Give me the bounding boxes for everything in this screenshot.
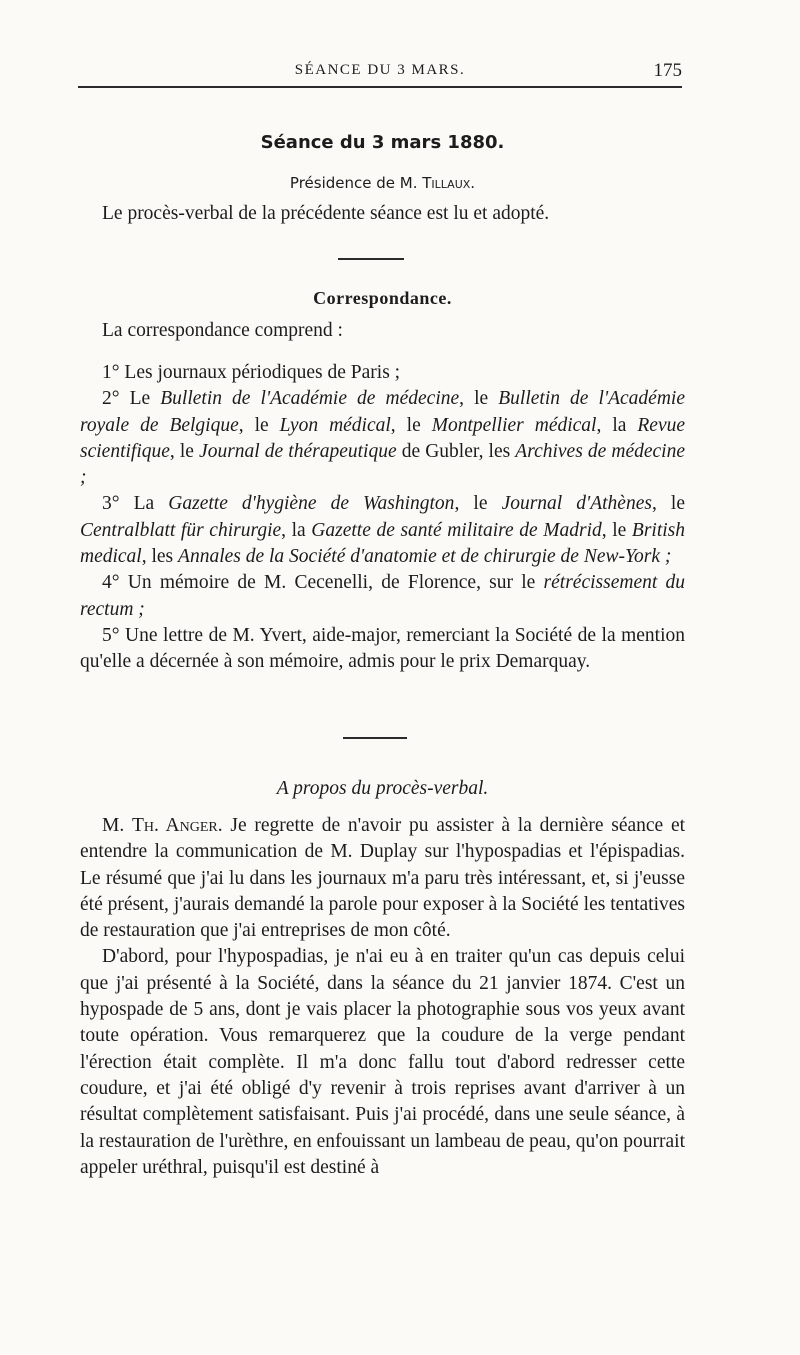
item-text: 1° Les journaux périodiques de Paris ; — [102, 362, 401, 383]
section-divider — [343, 737, 407, 739]
item-text: 4° Un mémoire de M. Cecenelli, de Florence, sur le — [102, 572, 544, 594]
journal-title: Bulletin de l'Académie de médecine — [160, 388, 460, 410]
presidence-suffix: . — [470, 174, 476, 192]
section-divider — [338, 258, 404, 260]
item-text: , le — [238, 414, 280, 436]
item-text: , la — [281, 519, 312, 541]
journal-title: Journal d'Athènes — [501, 493, 652, 515]
journal-title: rétrécissement du rectum ; — [80, 572, 685, 620]
item-text: , la — [596, 414, 638, 436]
item-text: , les — [141, 546, 179, 568]
journal-title: British medical — [80, 519, 686, 568]
item-text: , le — [601, 519, 632, 541]
journal-title: Lyon médical — [279, 414, 391, 436]
correspondance-item-1 — [80, 360, 685, 386]
presidence-prefix: Présidence de M. — [289, 174, 423, 192]
correspondance-list — [80, 360, 685, 676]
item-text: 3° La — [102, 493, 169, 515]
item-text: , le — [390, 414, 432, 436]
proces-verbal-heading: A propos du procès-verbal. — [276, 778, 489, 799]
proces-verbal-text — [80, 813, 685, 1181]
journal-title: Journal de thérapeutique — [199, 440, 397, 462]
item-text: , le — [169, 440, 200, 462]
item-text: , le — [454, 493, 502, 515]
journal-title: Montpellier médical — [431, 414, 597, 436]
running-title: SÉANCE DU 3 MARS. — [294, 62, 466, 78]
speaker-name: Th. Anger — [131, 815, 218, 836]
journal-title: Bulletin de l'Académie royale de Belgique — [80, 388, 685, 436]
minutes-adopted: Le procès-verbal de la précédente séance est lu et adopté. — [102, 203, 550, 224]
item-text: de Gubler, les — [396, 440, 516, 462]
correspondance-item-5 — [80, 623, 685, 676]
running-head — [78, 60, 682, 88]
anger-paragraph-1 — [80, 813, 685, 944]
speaker-prefix: M. — [102, 815, 132, 836]
journal-title: Revue scientifique — [80, 414, 686, 462]
journal-title: Centralblatt für chirurgie — [80, 519, 282, 541]
president-name: Tillaux — [422, 174, 471, 192]
correspondance-item-4 — [80, 570, 685, 623]
anger-paragraph-2: D'abord, pour l'hypospadias, je n'ai eu à en traiter qu'un cas depuis celui que j'ai présenté à la Société, dans la séance du 21 janvier 1874. C'est un hypospade de 5 ans, dont je vais placer la photographie sous vos yeux avant toute opération. Vous remarquerez que la coudure de la verge pendant l'érection était complète. Il m'a donc fallu tout d'abord redresser cette coudure, et j'ai été obligé d'y revenir à trois reprises avant d'arriver à un résultat complètement satisfaisant. Puis j'ai procédé, dans une seule séance, à la restauration de l'urèthre, en enfouissant un lambeau de peau, qu'on pourrait appeler uréthral, puisqu'il est destiné à — [80, 946, 685, 1178]
item-text: , le — [459, 388, 499, 410]
journal-title: Archives de médecine ; — [80, 440, 686, 489]
journal-title: Gazette de santé militaire de Madrid — [311, 519, 602, 541]
presidence-line — [80, 174, 685, 192]
item-text: 5° Une lettre de M. Yvert, aide-major, remerciant la Société de la mention qu'elle a décernée à son mémoire, admis pour le prix Demarquay. — [80, 624, 685, 673]
item-text: 2° Le — [102, 388, 161, 410]
correspondance-item-2 — [80, 386, 685, 491]
page-number: 175 — [653, 60, 682, 81]
anger-text-1: Je regrette de n'avoir pu assister à la dernière séance et entendre la communication de M. Duplay sur l'hypospadias et l'épispadias. Le résumé que j'ai lu dans les journaux m'a paru très intéressant, et, si j'eusse été présent, j'aurais demandé la parole pour exposer à la Société les tentatives de restauration que j'ai entreprises de mon côté. — [80, 815, 686, 942]
speaker-suffix: . — [217, 815, 231, 836]
correspondance-heading: Correspondance. — [313, 288, 452, 308]
correspondance-intro: La correspondance comprend : — [102, 320, 343, 341]
correspondance-item-3 — [80, 491, 685, 570]
session-title: Séance du 3 mars 1880. — [260, 132, 505, 153]
item-text: , le — [651, 493, 685, 515]
journal-title: Gazette d'hygiène de Washington — [168, 493, 455, 515]
journal-title: Annales de la Société d'anatomie et de chirurgie de New-York ; — [178, 546, 672, 568]
